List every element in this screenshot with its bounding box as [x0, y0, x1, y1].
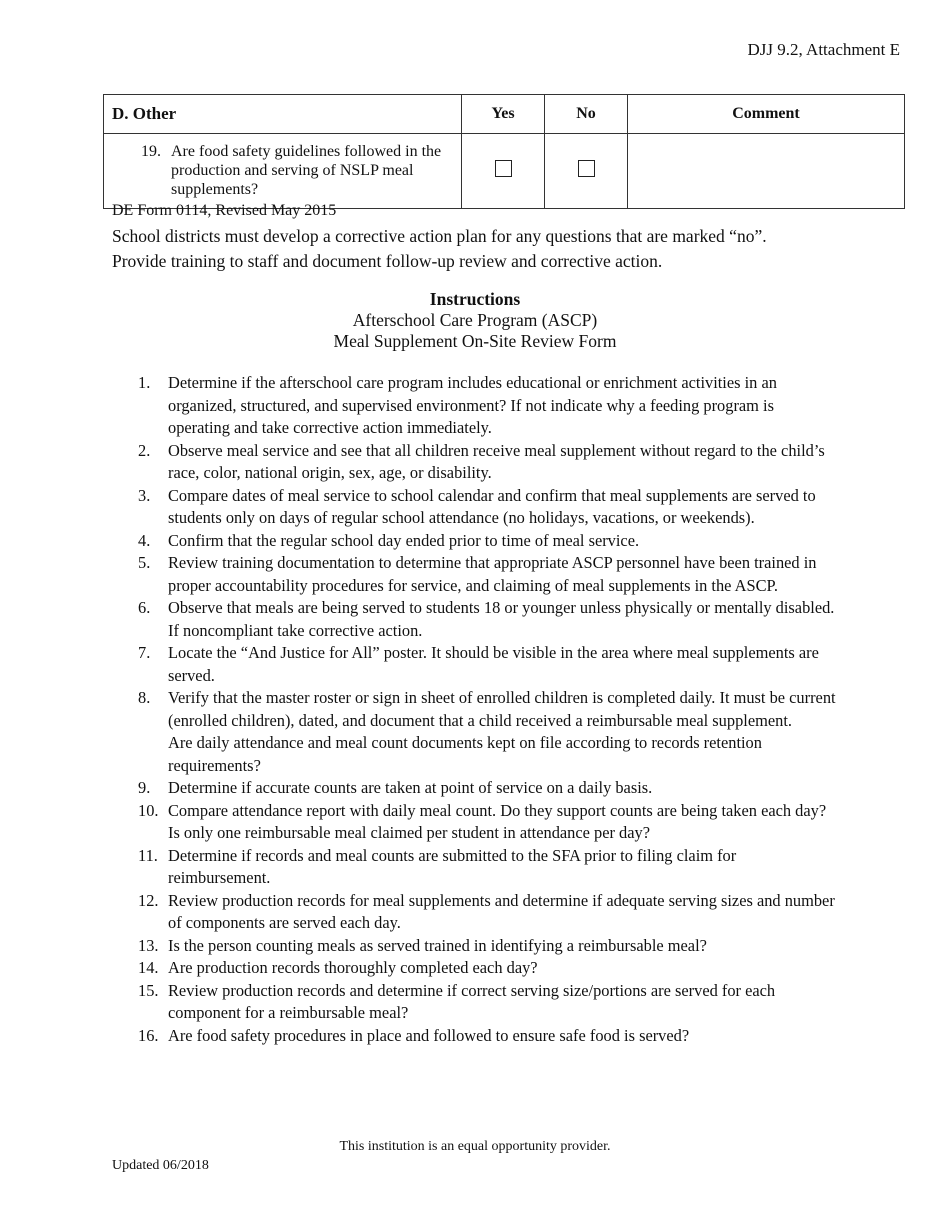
notice-line-1: School districts must develop a corrective action plan for any questions that are marked “no”. [112, 226, 767, 246]
item-number: 12. [138, 890, 159, 910]
document-reference: DJJ 9.2, Attachment E [747, 40, 900, 59]
list-item [138, 642, 838, 687]
review-table [103, 94, 905, 209]
yes-column-header: Yes [462, 95, 545, 134]
item-number: 16. [138, 1025, 159, 1045]
item-text: Compare dates of meal service to school calendar and confirm that meal supplements are served to students only on days of regular school attendance (no holidays, vacations, or weekends). [168, 485, 816, 527]
no-column-header: No [545, 95, 628, 134]
item-extra-text: Are daily attendance and meal count documents kept on file according to records retention requirements? [168, 733, 762, 775]
item-text: Review production records for meal supplements and determine if adequate serving sizes and number of components are served each day. [168, 890, 835, 932]
item-number: 5. [138, 553, 151, 572]
instructions-heading [0, 289, 950, 352]
item-text: Confirm that the regular school day ended prior to time of meal service. [168, 530, 640, 550]
list-item [138, 372, 838, 440]
question-number: 19. [141, 143, 161, 160]
item-number: 11. [138, 845, 158, 865]
list-item [138, 845, 838, 890]
corrective-action-notice [112, 224, 872, 274]
item-number: 8. [138, 688, 151, 707]
item-text: Are production records thoroughly completed each day? [168, 958, 538, 977]
instructions-list [138, 372, 838, 1047]
instructions-subtitle-program: Afterschool Care Program (ASCP) [352, 310, 598, 330]
list-item [138, 777, 838, 800]
item-text: Are food safety procedures in place and followed to ensure safe food is served? [168, 1025, 690, 1045]
table-row [104, 134, 905, 209]
list-item [138, 530, 838, 553]
comment-column-header: Comment [628, 95, 905, 134]
no-cell [545, 134, 628, 209]
item-text: Compare attendance report with daily meal count. Do they support counts are being taken each day? Is only one reimbursable meal claimed per student in attendance per day? [168, 800, 827, 842]
comment-cell[interactable] [628, 134, 905, 209]
notice-line-2: Provide training to staff and document follow-up review and corrective action. [112, 251, 663, 271]
item-text: Observe that meals are being served to students 18 or younger unless physically or mentally disabled. If noncompliant take corrective action. [168, 598, 835, 640]
section-title: D. Other [104, 95, 462, 134]
instructions-subtitle-form: Meal Supplement On-Site Review Form [333, 331, 617, 351]
item-number: 13. [138, 935, 159, 955]
item-number: 1. [138, 373, 151, 392]
item-text: Locate the “And Justice for All” poster. It should be visible in the area where meal supplements are served. [168, 643, 819, 685]
item-text: Review training documentation to determine that appropriate ASCP personnel have been trained in proper accountability procedures for service, and claiming of meal supplements in the ASCP. [168, 553, 817, 595]
yes-cell [462, 134, 545, 209]
item-number: 2. [138, 440, 151, 460]
list-item [138, 440, 838, 485]
yes-checkbox[interactable] [495, 160, 512, 177]
item-text: Review production records and determine if correct serving size/portions are served for each component for a reimbursable meal? [168, 980, 776, 1022]
item-text: Observe meal service and see that all children receive meal supplement without regard to the child’s race, color, national origin, sex, age, or disability. [168, 440, 825, 482]
list-item [138, 552, 838, 597]
item-number: 6. [138, 598, 151, 617]
question-cell [104, 134, 462, 209]
item-text: Determine if records and meal counts are submitted to the SFA prior to filing claim for reimbursement. [168, 845, 737, 887]
list-item [138, 687, 838, 777]
item-text: Is the person counting meals as served trained in identifying a reimbursable meal? [168, 935, 707, 955]
no-checkbox[interactable] [578, 160, 595, 177]
item-number: 3. [138, 485, 151, 505]
item-number: 10. [138, 800, 159, 820]
item-number: 7. [138, 643, 151, 662]
question-text: Are food safety guidelines followed in the production and serving of NSLP meal supplements? [171, 143, 442, 198]
list-item [138, 957, 838, 980]
table-header-row [104, 95, 905, 134]
list-item [138, 980, 838, 1025]
form-revision: DE Form 0114, Revised May 2015 [112, 202, 337, 219]
item-text: Determine if accurate counts are taken at point of service on a daily basis. [168, 778, 653, 797]
item-number: 15. [138, 980, 159, 1000]
list-item [138, 1025, 838, 1048]
list-item [138, 935, 838, 958]
list-item [138, 800, 838, 845]
instructions-title: Instructions [429, 289, 521, 309]
updated-date: Updated 06/2018 [112, 1158, 209, 1173]
equal-opportunity-statement: This institution is an equal opportunity provider. [339, 1139, 611, 1154]
item-text: Verify that the master roster or sign in sheet of enrolled children is completed daily. It must be current (enrolled children), dated, and document that a child received a reimbursable meal supplement. [168, 688, 836, 730]
item-number: 9. [138, 778, 151, 797]
item-number: 14. [138, 958, 159, 977]
item-text: Determine if the afterschool care program includes educational or enrichment activities in an organized, structured, and supervised environment? If not indicate why a feeding program is operating and take corrective action immediately. [168, 373, 777, 437]
list-item [138, 890, 838, 935]
item-number: 4. [138, 530, 151, 550]
list-item [138, 485, 838, 530]
list-item [138, 597, 838, 642]
